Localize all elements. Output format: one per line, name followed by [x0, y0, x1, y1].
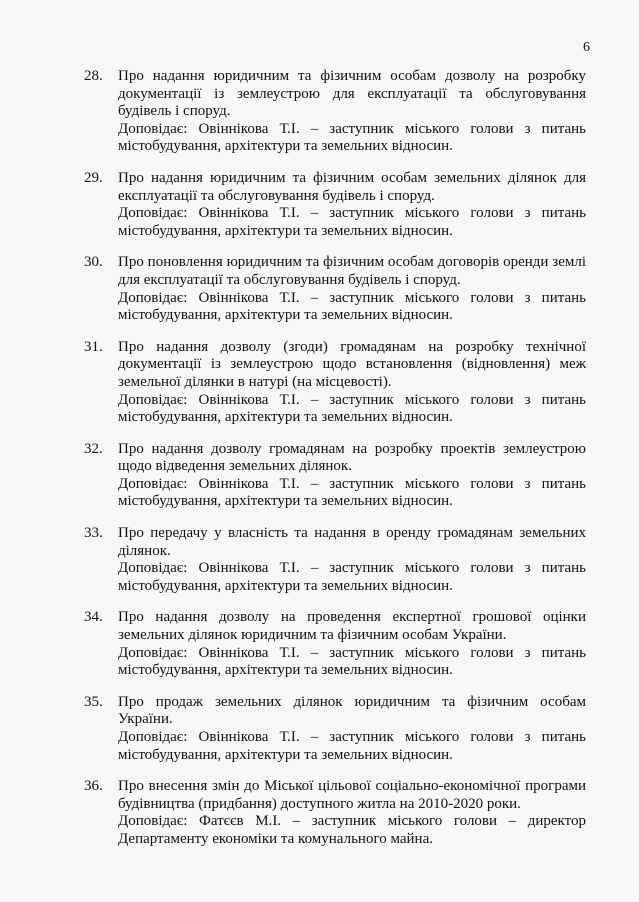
agenda-item-reporter-line: Доповідає: Овіннікова Т.І. – заступник міського голови з питань	[118, 205, 586, 222]
agenda-item-title-line: Про продаж земельних ділянок юридичним та фізичним особам	[118, 693, 586, 710]
agenda-item-number: 36.	[84, 778, 103, 795]
agenda-item-content	[118, 609, 586, 679]
agenda-list	[0, 68, 639, 863]
agenda-item	[0, 609, 639, 679]
agenda-item-title	[118, 694, 586, 729]
agenda-item-number: 29.	[84, 169, 103, 186]
agenda-item-title-line: документації із землеустрою щодо встановлення (відновлення) меж	[118, 356, 586, 373]
agenda-item-reporter-line: містобудування, архітектури та земельних відносин.	[118, 662, 453, 679]
agenda-item-reporter	[118, 729, 586, 764]
agenda-item-content	[118, 68, 586, 156]
agenda-item-number: 34.	[84, 609, 103, 626]
agenda-item-title-line: ділянок.	[118, 542, 171, 559]
agenda-item-reporter-line: містобудування, архітектури та земельних відносин.	[118, 493, 453, 510]
agenda-item-reporter-line: Доповідає: Фатєєв М.І. – заступник міського голови – директор	[118, 813, 586, 830]
agenda-item-reporter-line: містобудування, архітектури та земельних відносин.	[118, 307, 453, 324]
agenda-item	[0, 694, 639, 764]
agenda-item-title	[118, 609, 586, 644]
agenda-item-title-line: Про надання юридичним та фізичним особам земельних ділянок для	[118, 169, 586, 186]
agenda-item-title-line: Про надання дозволу (згоди) громадянам на розробку технічної	[118, 338, 586, 355]
agenda-item	[0, 778, 639, 848]
agenda-item-number: 30.	[84, 254, 103, 271]
agenda-item-content	[118, 254, 586, 324]
agenda-item-reporter-line: Доповідає: Овіннікова Т.І. – заступник міського голови з питань	[118, 120, 586, 137]
agenda-item	[0, 441, 639, 511]
agenda-item-title-line: Про внесення змін до Міської цільової соціально-економічної програми	[118, 778, 586, 795]
agenda-item-reporter-line: Доповідає: Овіннікова Т.І. – заступник міського голови з питань	[118, 289, 586, 306]
agenda-item-content	[118, 441, 586, 511]
agenda-item-content	[118, 694, 586, 764]
agenda-item-reporter-line: містобудування, архітектури та земельних відносин.	[118, 222, 453, 239]
agenda-item	[0, 525, 639, 595]
agenda-item-content	[118, 525, 586, 595]
agenda-item-title-line: Про надання дозволу на проведення експертної грошової оцінки	[118, 609, 586, 626]
agenda-item-number: 35.	[84, 693, 103, 710]
agenda-item-title	[118, 254, 586, 289]
agenda-item-reporter-line: містобудування, архітектури та земельних відносин.	[118, 577, 453, 594]
agenda-item-number: 31.	[84, 338, 103, 355]
agenda-item-title	[118, 170, 586, 205]
agenda-item-title-line: земельної ділянки в натурі (на місцевості).	[118, 373, 392, 390]
agenda-item-reporter-line: Доповідає: Овіннікова Т.І. – заступник міського голови з питань	[118, 644, 586, 661]
agenda-item-title-line: Про надання юридичним та фізичним особам дозволу на розробку	[118, 68, 586, 84]
agenda-item-reporter	[118, 645, 586, 680]
agenda-item-title	[118, 68, 586, 121]
agenda-item-title-line: Про поновлення юридичним та фізичним особам договорів оренди	[118, 254, 549, 271]
agenda-item-title-line: Про надання дозволу громадянам на розробку проектів землеустрою	[118, 440, 586, 457]
agenda-item-title-line: експлуатації та обслуговування будівель і споруд.	[118, 187, 435, 204]
agenda-item-title-line: документації із землеустрою для експлуатації та обслуговування	[118, 85, 586, 102]
agenda-item	[0, 170, 639, 240]
agenda-item	[0, 254, 639, 324]
agenda-item-number: 33.	[84, 525, 103, 542]
agenda-item-title-line: України.	[118, 711, 173, 728]
agenda-item-reporter-line: Доповідає: Овіннікова Т.І. – заступник міського голови з питань	[118, 391, 586, 408]
agenda-item-reporter	[118, 813, 586, 848]
agenda-item-content	[118, 339, 586, 427]
agenda-item-reporter	[118, 476, 586, 511]
agenda-item-reporter-line: Доповідає: Овіннікова Т.І. – заступник міського голови з питань	[118, 729, 586, 745]
agenda-item-content	[118, 778, 586, 848]
agenda-item-reporter-line: Доповідає: Овіннікова Т.І. – заступник міського голови з питань	[118, 560, 586, 577]
agenda-item-reporter-line: містобудування, архітектури та земельних відносин.	[118, 138, 453, 155]
agenda-item-reporter	[118, 290, 586, 325]
agenda-item	[0, 68, 639, 156]
agenda-item-title	[118, 339, 586, 392]
agenda-item-title	[118, 525, 586, 560]
agenda-item-title-line: земельних ділянок юридичним та фізичним особам України.	[118, 627, 507, 644]
agenda-item-reporter	[118, 392, 586, 427]
agenda-item-reporter	[118, 560, 586, 595]
agenda-item-title-line: будівель і споруд.	[118, 103, 231, 120]
agenda-item-reporter	[118, 121, 586, 156]
agenda-item-title-line: землі для експлуатації та обслуговування будівель і споруд.	[118, 254, 587, 288]
agenda-item-number: 28.	[84, 68, 103, 84]
agenda-item-reporter-line: містобудування, архітектури та земельних відносин.	[118, 746, 453, 763]
agenda-item-title-line: щодо відведення земельних ділянок.	[118, 458, 352, 475]
agenda-item-content	[118, 170, 586, 240]
agenda-item-reporter	[118, 205, 586, 240]
agenda-item-reporter-line: Доповідає: Овіннікова Т.І. – заступник міського голови з питань	[118, 475, 586, 492]
page-number: 6	[583, 40, 590, 55]
agenda-item-number: 32.	[84, 440, 103, 457]
agenda-item	[0, 339, 639, 427]
agenda-item-title-line: Про передачу у власність та надання в оренду громадянам земельних	[118, 525, 586, 542]
agenda-item-title	[118, 441, 586, 476]
agenda-item-reporter-line: Департаменту економіки та комунального майна.	[118, 830, 433, 847]
agenda-item-title-line: будівництва (придбання) доступного житла на 2010-2020 роки.	[118, 795, 521, 812]
agenda-item-title	[118, 778, 586, 813]
agenda-item-reporter-line: містобудування, архітектури та земельних відносин.	[118, 409, 453, 426]
